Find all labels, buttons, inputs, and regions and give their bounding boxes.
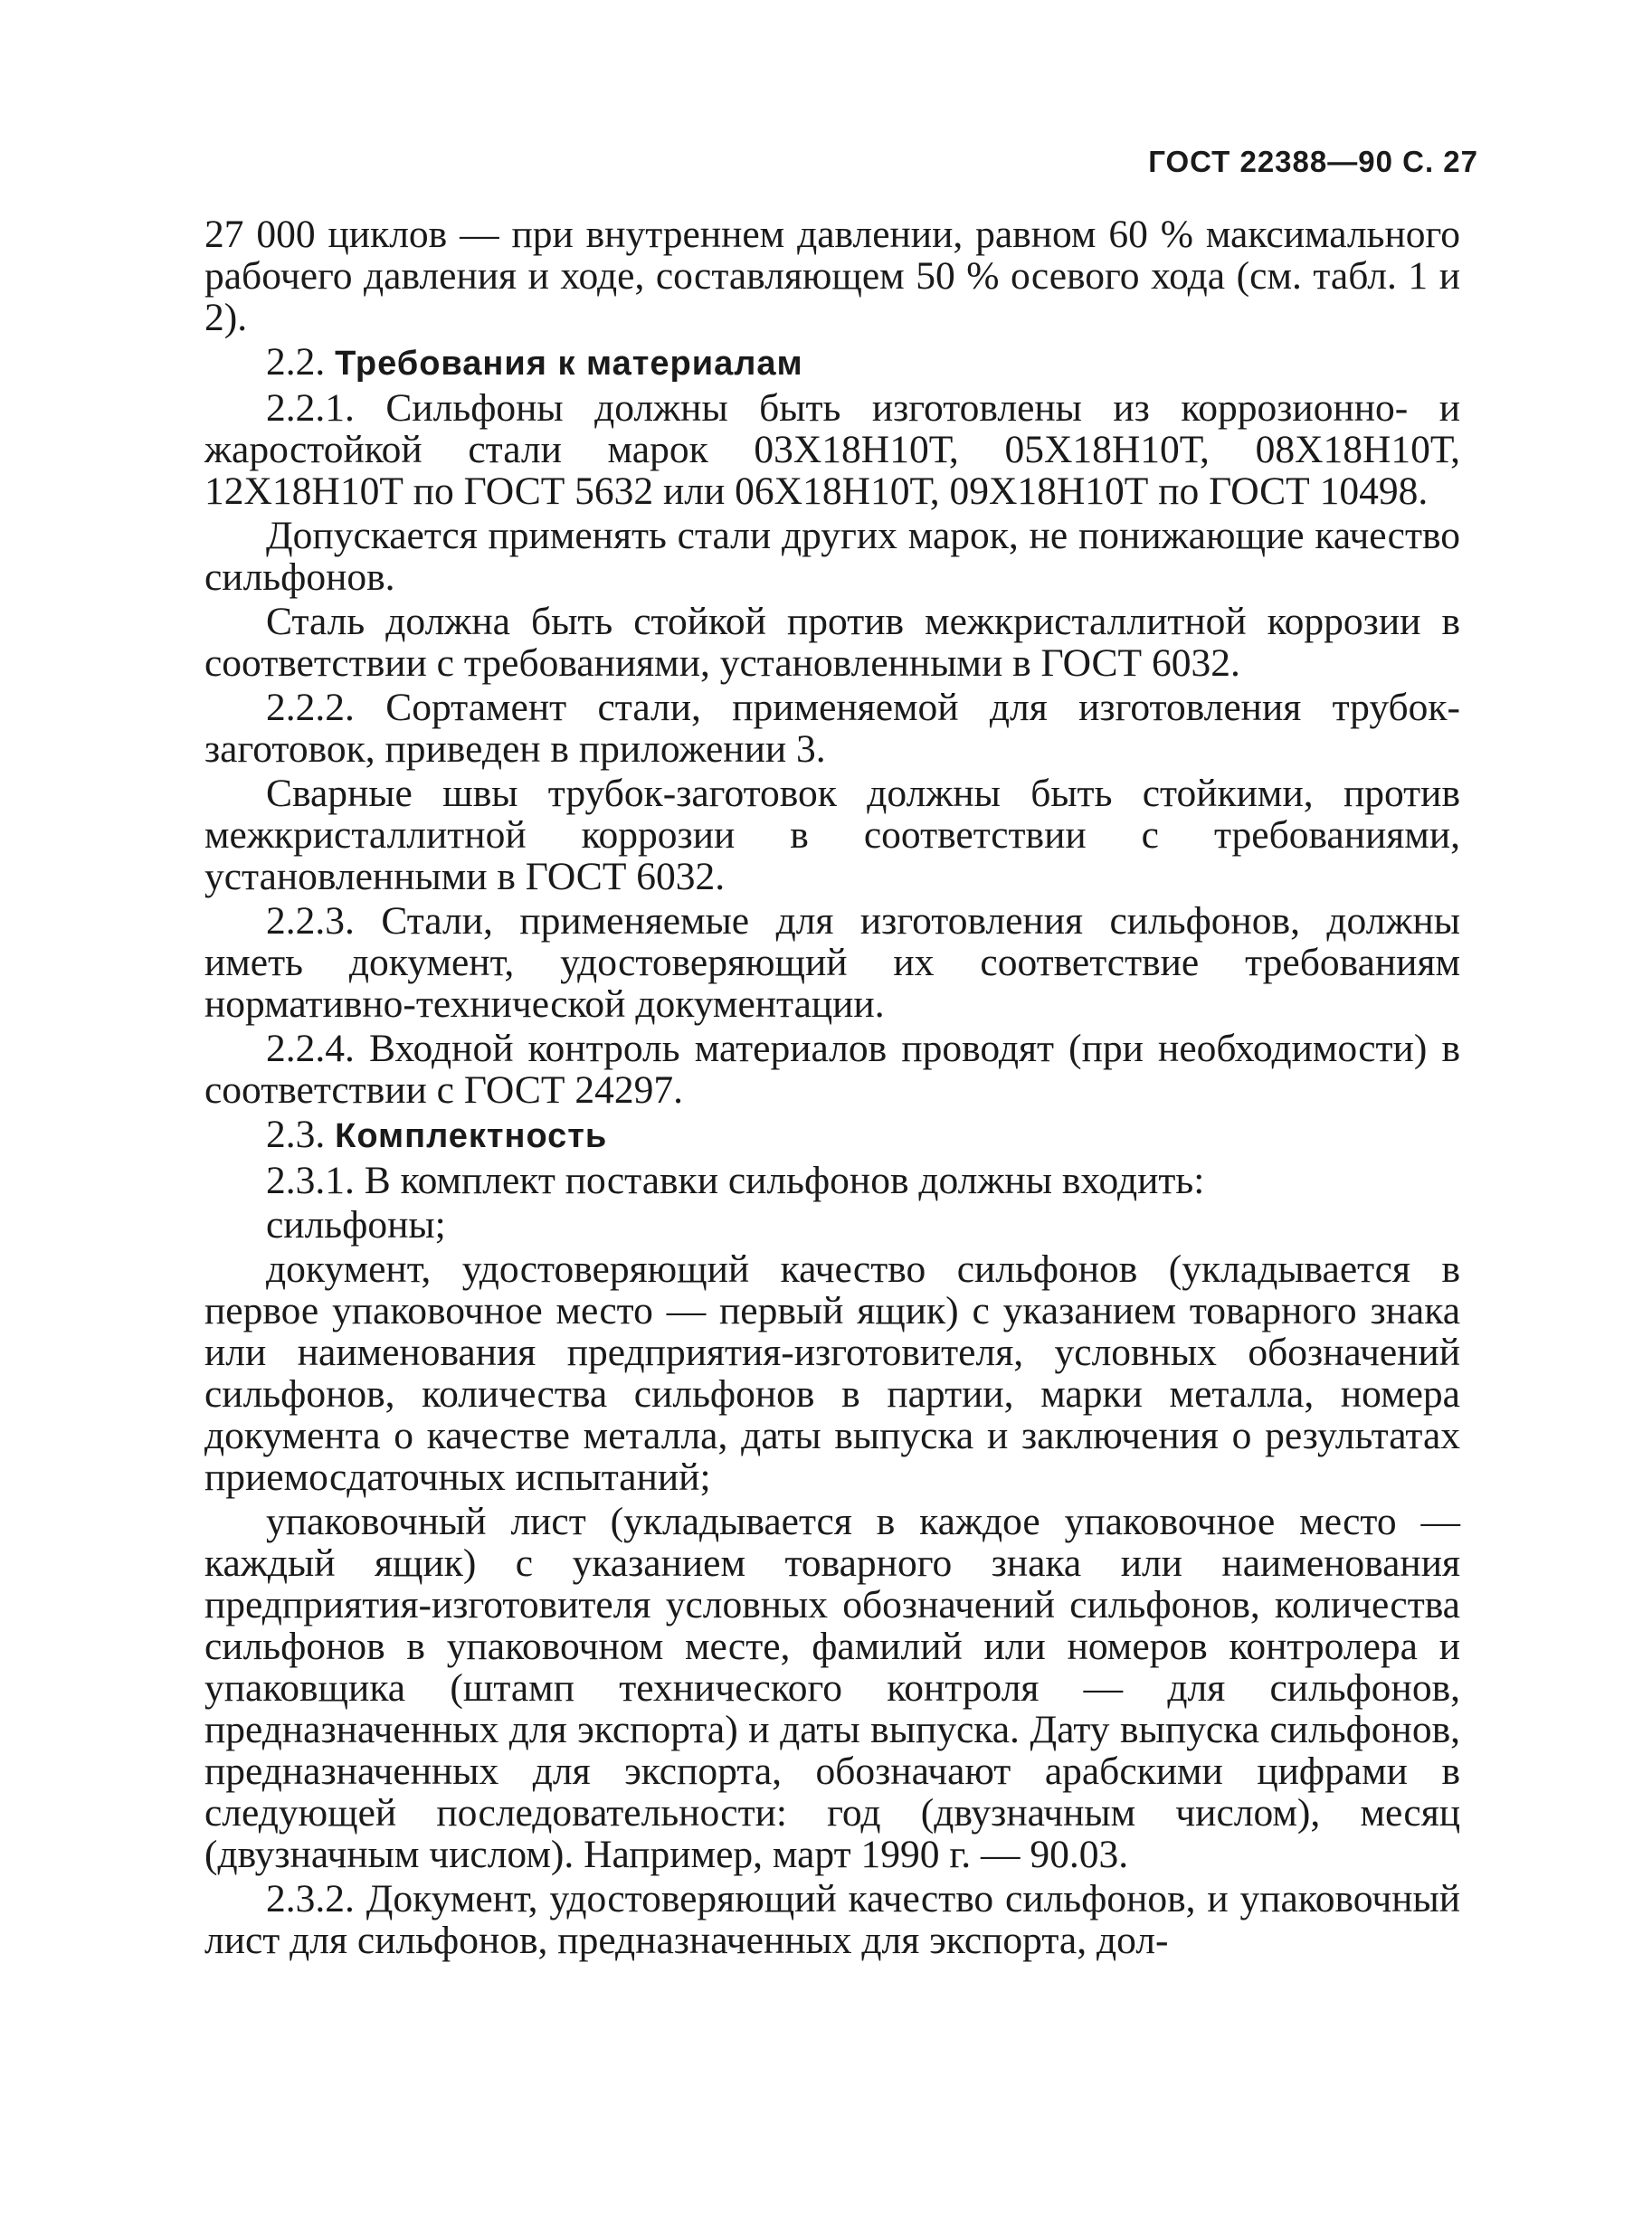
list-item-quality-document: документ, удостоверяющий качество сильфонов (укладывается в первое упаковочное место — первый ящик) с указанием товарного знака или наименования предприятия-изготовителя, условных обозначений сильфонов, количества сильфонов в партии, марки металла, номера документа о качестве металла, даты выпуска и заключения о результатах приемосдаточных испытаний; — [204, 1247, 1460, 1499]
paragraph-2-2-2: 2.2.2. Сортамент стали, применяемой для изготовления трубок-заготовок, приведен в приложении 3. — [204, 686, 1460, 771]
section-title: Требования к материалам — [335, 345, 803, 383]
paragraph-2-3-1: 2.3.1. В комплект поставки сильфонов должны входить: — [266, 1159, 1205, 1202]
paragraph-2-2-2-welds: Сварные швы трубок-заготовок должны быть стойкими, против межкристаллитной коррозии в соответствии с требованиями, установленными в ГОСТ 6032. — [204, 772, 1460, 898]
section-heading-2-2 — [204, 341, 1460, 384]
paragraph-2-2-3: 2.2.3. Стали, применяемые для изготовления сильфонов, должны иметь документ, удостоверяющий их соответствие требованиям нормативно-технической документации. — [204, 899, 1460, 1026]
paragraph-2-2-4: 2.2.4. Входной контроль материалов проводят (при необходимости) в соответствии с ГОСТ 24297. — [204, 1027, 1460, 1112]
paragraph-continuation: 27 000 циклов — при внутреннем давлении, равном 60 % максимального рабочего давления и ходе, составляющем 50 % осевого хода (см. табл. 1 и 2). — [204, 213, 1460, 339]
section-heading-2-3 — [204, 1114, 1460, 1157]
paragraph-2-2-1: 2.2.1. Сильфоны должны быть изготовлены из коррозионно- и жаростойкой стали марок 03Х18Н10Т, 05Х18Н10Т, 08Х18Н10Т, 12Х18Н10Т по ГОСТ 5632 или 06Х18Н10Т, 09Х18Н10Т по ГОСТ 10498. — [204, 386, 1460, 513]
paragraph-2-2-1-corrosion: Сталь должна быть стойкой против межкристаллитной коррозии в соответствии с требованиями, установленными в ГОСТ 6032. — [204, 600, 1460, 685]
running-header: ГОСТ 22388—90 С. 27 — [1148, 145, 1478, 178]
paragraph-2-3-2: 2.3.2. Документ, удостоверяющий качество сильфонов, и упаковочный лист для сильфонов, предназначенных для экспорта, дол- — [204, 1877, 1460, 1962]
list-item-bellows: сильфоны; — [266, 1203, 446, 1247]
list-item-packing-list: упаковочный лист (укладывается в каждое упаковочное место — каждый ящик) с указанием товарного знака или наименования предприятия-изготовителя условных обозначений сильфонов, количества сильфонов в упаковочном месте, фамилий или номеров контролера и упаковщика (штамп технического контроля — для сильфонов, предназначенных для экспорта) и даты выпуска. Дату выпуска сильфонов, предназначенных для экспорта, обозначают арабскими цифрами в следующей последовательности: год (двузначным числом), месяц (двузначным числом). Например, март 1990 г. — 90.03. — [204, 1500, 1460, 1876]
section-title: Комплектность — [335, 1117, 608, 1155]
document-body — [204, 213, 1460, 1964]
section-number: 2.3. — [266, 1113, 326, 1156]
section-number: 2.2. — [266, 340, 326, 384]
paragraph-2-2-1-allowance: Допускается применять стали других марок, не понижающие качество сильфонов. — [204, 514, 1460, 599]
